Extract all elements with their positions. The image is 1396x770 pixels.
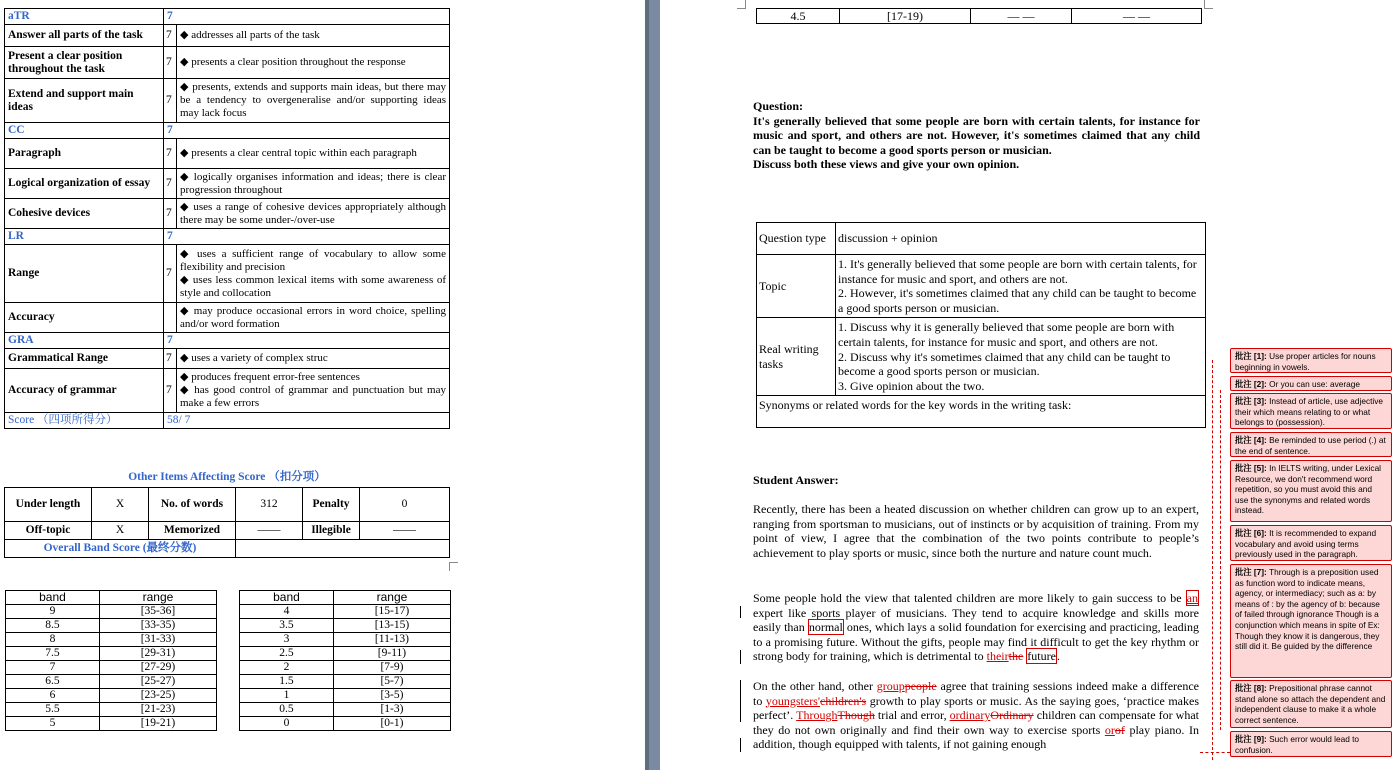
criterion-name: Cohesive devices [5,199,164,229]
criterion-score: 7 [164,47,177,79]
deletion[interactable]: people [904,679,937,693]
section-header-gra [5,333,450,349]
range-cell: [33-35) [99,619,216,633]
cc-header: CC [5,123,164,139]
insertion[interactable]: ordinary [949,708,991,723]
band-table [5,590,451,731]
gra-score: 7 [164,333,450,349]
deletion[interactable]: of [1114,722,1125,737]
band-cell: 7.5 [6,647,100,661]
range-cell: [7-9) [333,661,450,675]
score-row [5,413,450,429]
memorized-label: Memorized [149,522,236,540]
criterion-desc: ◆ produces frequent error-free sentences ◆ has good control of grammar and punctuation but may make a few errors [177,369,450,413]
range-header: range [333,591,450,605]
criterion-score: 7 [164,79,177,123]
criterion-name: Extend and support main ideas [5,79,164,123]
band-cell: 1 [239,689,333,703]
question-label: Question: [753,99,804,113]
band-row [6,647,451,661]
band-cell: 0.5 [239,703,333,717]
crop-mark [449,562,458,571]
student-paragraph-1: Recently, there has been a heated discussion on whether children can grow up to an expert, ranging from sportsman to musicians, out of instincts or by acquisition of training. From my point of view, I agree that the combination of the two points contribute to people’s achievement to play sports or music, since both the nurture and nature count much. [753,502,1199,560]
band-cell: 5 [6,717,100,731]
range-cell: [3-5) [333,689,450,703]
criterion-desc: ◆ may produce occasional errors in word choice, spelling and/or word formation [177,303,450,333]
score-label: Score （四项所得分） [5,413,164,429]
ta-header: aTR [5,9,164,25]
comment-balloon[interactable]: 批注 [3]: Instead of article, use adjective their which means relating to or what belongs to (possession). [1230,393,1392,429]
student-answer-label: Student Answer: [753,473,839,487]
no-of-words-value: 312 [236,488,303,522]
penalty-value: 0 [360,488,450,522]
under-length-value: X [92,488,149,522]
deletion[interactable]: Ordinary [990,708,1034,723]
range-cell: [13-15) [333,619,450,633]
band-gap [216,717,239,731]
criterion-desc: ◆ uses a range of cohesive devices appropriately although there may be some under-/over-use [177,199,450,229]
range-cell: [25-27) [99,675,216,689]
student-paragraph-2: Some people hold the view that talented children are more likely to gain success to be an expert like sports player of musicians. They tend to acquire knowledge and skills more easily than normal ones, which lays a solid foundation for exercising and practicing, leading to a promising future. Without the gifts, people may find it difficult to get the key rhythm or strong body for training, which is detrimental to theirthe future. [753,591,1200,664]
change-bar [740,680,741,694]
left-page [0,0,455,770]
criterion-score: 7 [164,25,177,47]
score-value: 58/ 7 [164,413,450,429]
band-row [6,717,451,731]
flagged-word[interactable]: future [1027,649,1056,664]
crop-mark [737,0,746,9]
gra-header: GRA [5,333,164,349]
change-bar [740,708,741,722]
range-cell: [35-36] [99,605,216,619]
criterion-score: 7 [164,169,177,199]
comment-balloon[interactable]: 批注 [9]: Such error would lead to confusion. [1230,731,1392,757]
band-cell: 3.5 [239,619,333,633]
criterion-row [5,169,450,199]
range-cell: [11-13) [333,633,450,647]
other-items-table [4,467,450,558]
band-cell: 2.5 [239,647,333,661]
range-cell: [1-3) [333,703,450,717]
band-row [6,689,451,703]
qtype-label: Question type [757,223,836,255]
illegible-label: Illegible [303,522,360,540]
band-gap [216,605,239,619]
ta-score: 7 [164,9,450,25]
criterion-score: 7 [164,199,177,229]
comment-balloon[interactable]: 批注 [1]: Use proper articles for nouns beginning in vowels. [1230,348,1392,373]
band-cell: 6.5 [6,675,100,689]
criterion-desc: ◆ uses a variety of complex struc [177,349,450,369]
change-bar [740,606,741,618]
comment-balloon[interactable]: 批注 [6]: It is recommended to expand vocabulary and avoid using terms previously used in the paragraph. [1230,525,1392,561]
criterion-score: 7 [164,245,177,303]
range-cell: [15-17) [333,605,450,619]
section-header-ta [5,9,450,25]
comment-balloon[interactable]: 批注 [4]: Be reminded to use period (.) at the end of sentence. [1230,432,1392,457]
band-cell: 1.5 [239,675,333,689]
band-cell: 7 [6,661,100,675]
criterion-desc: ◆ presents a clear position throughout the response [177,47,450,79]
band-gap [216,689,239,703]
range-cell: [29-31) [99,647,216,661]
criterion-row [5,199,450,229]
insertion[interactable]: Through [796,708,838,723]
overall-band-value [236,540,450,558]
overall-band-label: Overall Band Score (最终分数) [5,540,236,558]
band-gap [216,703,239,717]
band-cell: 5.5 [6,703,100,717]
insertion[interactable]: an [1186,591,1198,605]
range-cell: [27-29) [99,661,216,675]
qtype-value: discussion + opinion [836,223,1206,255]
band-header: band [6,591,100,605]
criterion-score: 7 [164,349,177,369]
synonyms-label: Synonyms or related words for the key words in the writing task: [757,396,1206,428]
criterion-row [5,139,450,169]
criterion-desc: ◆ addresses all parts of the task [177,25,450,47]
band-cell: 4 [239,605,333,619]
criterion-row [5,79,450,123]
band-cell: 2 [239,661,333,675]
criterion-row [5,303,450,333]
lr-header: LR [5,229,164,245]
illegible-value: —— [360,522,450,540]
topic-label: Topic [757,255,836,318]
criterion-row [5,25,450,47]
range-cell: [17-19) [840,9,971,24]
band-cell: 9 [6,605,100,619]
criterion-desc: ◆ presents, extends and supports main ideas, but there may be a tendency to overgeneralise and/or supporting ideas may lack focus [177,79,450,123]
band-cell: 4.5 [757,9,840,24]
no-of-words-label: No. of words [149,488,236,522]
band-gap [216,675,239,689]
criterion-name: Present a clear position throughout the task [5,47,164,79]
criterion-row [5,245,450,303]
band-gap [216,661,239,675]
tasks-value: 1. Discuss why it is generally believed that some people are born with certain talents, for instance for music and sport, and others are not. 2. Discuss why it's sometimes claimed that any child can be taught to become a good sports person or musician. 3. Give opinion about the two. [836,318,1206,396]
page-gap [455,0,645,770]
range-cell: [21-23) [99,703,216,717]
criterion-name: Grammatical Range [5,349,164,369]
flagged-word[interactable]: normal [808,620,843,635]
range-cell: — — [1072,9,1202,24]
question-analysis-table [756,222,1206,428]
range-cell: [0-1) [333,717,450,731]
comment-leader [1212,360,1213,760]
deletion[interactable]: Though [837,708,875,723]
criterion-name: Accuracy of grammar [5,369,164,413]
range-cell: [9-11) [333,647,450,661]
band-row [6,605,451,619]
comment-balloon[interactable]: 批注 [8]: Prepositional phrase cannot stand alone so attach the dependent and independent clause to make it a whole correct sentence. [1230,680,1392,728]
band-gap [216,619,239,633]
band-cell: 8.5 [6,619,100,633]
question-body: It's generally believed that some people are born with certain talents, for instance for music and sport, and others are not. However, it's sometimes claimed that any child can be taught to become a good sports person or musician. [753,113,1200,157]
comment-leader [1200,752,1230,753]
deletion[interactable]: children's [820,693,867,708]
off-topic-value: X [92,522,149,540]
topic-value: 1. It's generally believed that some people are born with certain talents, for instance for music and sport, and others are not. 2. However, it's sometimes claimed that any child can be taught to become a good sports person or musician. [836,255,1206,318]
range-cell: [23-25) [99,689,216,703]
criterion-score [164,303,177,333]
band-cell: — — [971,9,1072,24]
insertion[interactable]: youngsters' [765,693,821,708]
band-gap [216,633,239,647]
off-topic-label: Off-topic [5,522,92,540]
band-cell: 8 [6,633,100,647]
criterion-desc: ◆ logically organises information and ideas; there is clear progression throughout [177,169,450,199]
question-instruction: Discuss both these views and give your own opinion. [753,157,1020,172]
criterion-score: 7 [164,139,177,169]
criterion-row [5,349,450,369]
insertion[interactable]: or [1104,722,1115,737]
memorized-value: —— [236,522,303,540]
comment-balloon[interactable]: 批注 [5]: In IELTS writing, under Lexical Resource, we don't recommend word repetition, so you must avoid this and use the synonyms and related words instead. [1230,460,1392,522]
band-row [6,619,451,633]
band-header-row [6,591,451,605]
band-row [6,633,451,647]
section-header-cc [5,123,450,139]
cc-score: 7 [164,123,450,139]
range-cell: [31-33) [99,633,216,647]
insertion[interactable]: group [876,679,905,693]
band-cell: 3 [239,633,333,647]
range-cell: [19-21) [99,717,216,731]
band-cell: 0 [239,717,333,731]
criterion-desc: ◆ presents a clear central topic within each paragraph [177,139,450,169]
student-paragraph-3: On the other hand, other grouppeople agree that training sessions indeed make a difference to youngsters'children's growth to play sports or music. As the saying goes, ‘practice makes perfect’. ThroughThough trial and error, ordinaryOrdinary children can compensate for what they do not own originally and find their own way to exercise sports orof play piano. In addition, though equipped with talents, if not gaining enough [753,679,1200,752]
criterion-name: Paragraph [5,139,164,169]
band-header: band [239,591,333,605]
penalty-label: Penalty [303,488,360,522]
change-bar [740,738,741,752]
band-row [6,675,451,689]
comment-balloon[interactable]: 批注 [7]: Through is a preposition used as function word to indicate means, agency, or intermediacy; such as a: by means of : by the agency of b: because of failed through ignorance Though is a conjunction which means in spite of Ex: Though they know it is dangerous, they still did it. Be guided by the difference [1230,564,1392,678]
tasks-label: Real writing tasks [757,318,836,396]
range-cell: [5-7) [333,675,450,689]
band-rows [6,605,451,731]
criterion-name: Logical organization of essay [5,169,164,199]
change-bar [740,650,741,664]
other-items-heading: Other Items Affecting Score （扣分项） [128,470,326,483]
score-table [4,8,450,429]
crop-mark [1204,0,1213,9]
criterion-score: 7 [164,369,177,413]
criterion-row [5,47,450,79]
deletion[interactable]: the [1008,649,1024,664]
under-length-label: Under length [5,488,92,522]
band-continuation-row [756,8,1202,24]
criterion-row [5,369,450,413]
comment-balloon[interactable]: 批注 [2]: Or you can use: average [1230,376,1392,391]
criterion-name: Answer all parts of the task [5,25,164,47]
band-row [6,661,451,675]
criterion-name: Accuracy [5,303,164,333]
insertion[interactable]: their [986,649,1009,664]
criterion-name: Range [5,245,164,303]
range-header: range [99,591,216,605]
page-shadow [645,0,649,770]
question-block [753,99,1200,172]
band-row [6,703,451,717]
lr-score: 7 [164,229,450,245]
band-gap [216,647,239,661]
change-bar [740,694,741,708]
section-header-lr [5,229,450,245]
comment-leader [1220,390,1221,730]
criterion-desc: ◆ uses a sufficient range of vocabulary to allow some flexibility and precision ◆ uses less common lexical items with some awareness of style and collocation [177,245,450,303]
band-cell: 6 [6,689,100,703]
